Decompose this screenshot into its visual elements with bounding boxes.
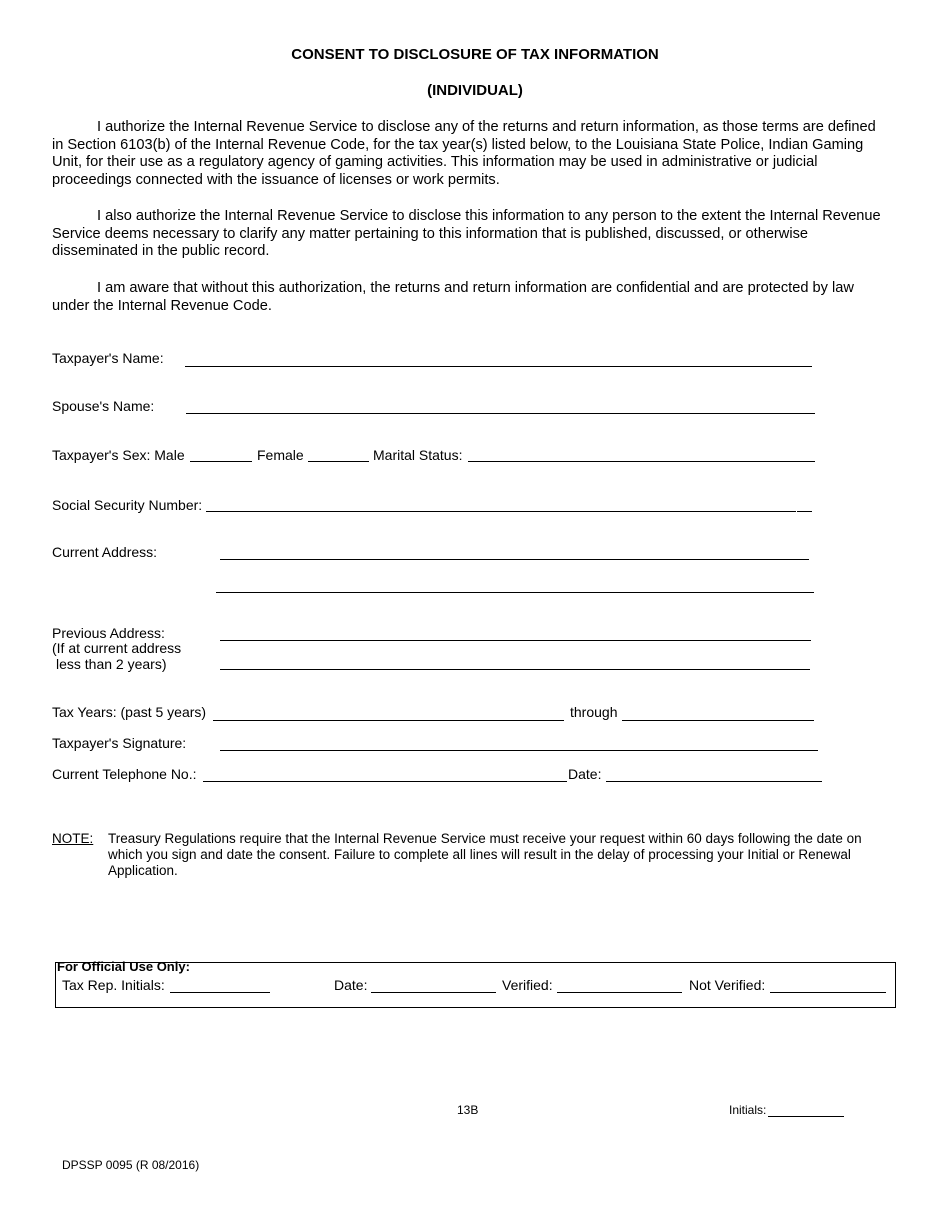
sex-male-line[interactable] <box>190 461 252 462</box>
tax-years-from-line[interactable] <box>213 720 564 721</box>
official-date-label: Date: <box>334 977 368 993</box>
spouse-name-label: Spouse's Name: <box>52 398 155 414</box>
telephone-line[interactable] <box>203 781 567 782</box>
page-number: 13B <box>457 1103 479 1117</box>
not-verified-label: Not Verified: <box>689 977 766 993</box>
authorization-paragraph-3: I am aware that without this authorization, the returns and return information are confidential and are protected by law under the Internal Revenue Code. <box>52 280 854 314</box>
marital-status-label: Marital Status: <box>373 447 463 463</box>
signature-label: Taxpayer's Signature: <box>52 735 187 751</box>
current-address-label: Current Address: <box>52 544 158 560</box>
current-address-line-2[interactable] <box>216 592 814 593</box>
previous-address-note-2: less than 2 years) <box>56 656 167 672</box>
sex-female-label: Female <box>257 447 304 463</box>
sex-female-line[interactable] <box>308 461 369 462</box>
document-subtitle: (INDIVIDUAL) <box>427 82 523 99</box>
ssn-line[interactable] <box>206 511 796 512</box>
previous-address-line-2[interactable] <box>220 669 810 670</box>
document-title: CONSENT TO DISCLOSURE OF TAX INFORMATION <box>291 46 659 63</box>
previous-address-note-1: (If at current address <box>52 640 182 656</box>
note-text: Treasury Regulations require that the Internal Revenue Service must receive your request within 60 days following the date on which you sign and date the consent. Failure to complete all lines will result in the delay of processing your Initial or Renewal Application. <box>108 831 862 878</box>
note-label: NOTE: <box>52 831 94 846</box>
spouse-name-line[interactable] <box>186 413 815 414</box>
authorization-paragraph-2: I also authorize the Internal Revenue Service to disclose this information to any person to the extent the Internal Revenue Service deems necessary to clarify any matter pertaining to this information that is published, discussed, or otherwise disseminated in the public record. <box>52 208 881 259</box>
taxpayer-name-label: Taxpayer's Name: <box>52 350 164 366</box>
verified-label: Verified: <box>502 977 553 993</box>
taxpayer-name-line[interactable] <box>185 366 812 367</box>
tax-years-label: Tax Years: (past 5 years) <box>52 704 207 720</box>
signature-line[interactable] <box>220 750 818 751</box>
ssn-line-end <box>797 511 812 512</box>
date-label: Date: <box>568 766 602 782</box>
ssn-label: Social Security Number: <box>52 497 203 513</box>
through-label: through <box>570 704 618 720</box>
official-date-line[interactable] <box>371 992 496 993</box>
tax-rep-initials-label: Tax Rep. Initials: <box>62 977 165 993</box>
taxpayer-sex-label: Taxpayer's Sex: Male <box>52 447 185 463</box>
not-verified-line[interactable] <box>770 992 886 993</box>
authorization-paragraph-1: I authorize the Internal Revenue Service to disclose any of the returns and return information, as those terms are defined in Section 6103(b) of the Internal Revenue Code, for the tax year(s) listed below, to the Louisiana State Police, Indian Gaming Unit, for their use as a regulatory agency of gaming activities. This information may be used in administrative or judicial proceedings connected with the issuance of licenses or work permits. <box>52 119 876 188</box>
previous-address-line-1[interactable] <box>220 640 811 641</box>
date-line[interactable] <box>606 781 822 782</box>
form-number: DPSSP 0095 (R 08/2016) <box>62 1158 200 1172</box>
verified-line[interactable] <box>557 992 682 993</box>
footer-initials-line[interactable] <box>768 1116 844 1117</box>
official-use-heading: For Official Use Only: <box>57 959 190 974</box>
tax-years-through-line[interactable] <box>622 720 814 721</box>
telephone-label: Current Telephone No.: <box>52 766 197 782</box>
current-address-line-1[interactable] <box>220 559 809 560</box>
previous-address-label: Previous Address: <box>52 625 165 641</box>
footer-initials-label: Initials: <box>729 1103 767 1117</box>
marital-status-line[interactable] <box>468 461 815 462</box>
tax-rep-initials-line[interactable] <box>170 992 270 993</box>
